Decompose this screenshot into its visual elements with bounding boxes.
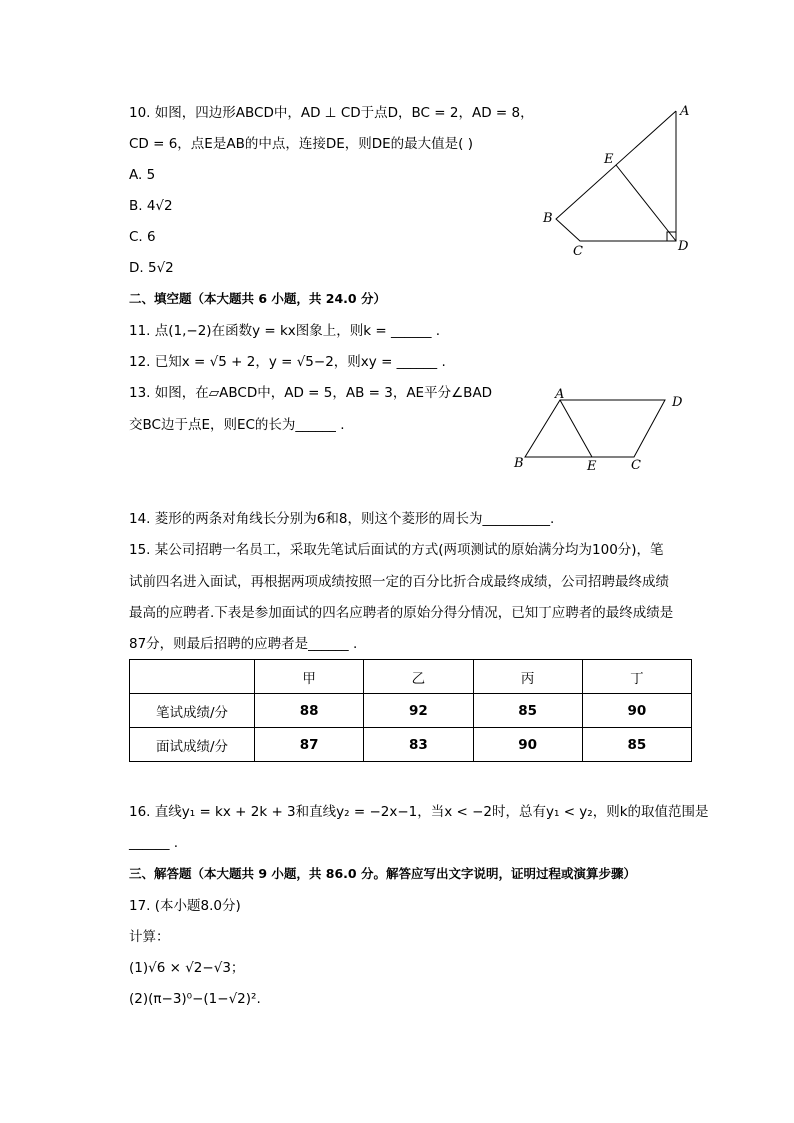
table-header-ding: 丁 <box>582 660 691 694</box>
q15-line3: 最高的应聘者.下表是参加面试的四名应聘者的原始分得分情况，已知丁应聘者的最终成绩是 <box>129 605 674 621</box>
q13-parallelogram <box>525 400 665 457</box>
q10-quadrilateral <box>556 111 676 241</box>
q10-label-e: E <box>604 152 614 167</box>
q17-prompt: 计算： <box>129 929 170 945</box>
q13-label-c: C <box>631 458 641 473</box>
q13-label-e: E <box>587 459 597 474</box>
q10-option-b: B. 4√2 <box>129 198 173 214</box>
q10-label-b: B <box>543 211 553 226</box>
q11-text: 11. 点(1,−2)在函数y = kx图象上，则k = ______ . <box>129 323 441 339</box>
table-cell: 90 <box>473 728 582 762</box>
q15-line1: 15. 某公司招聘一名员工，采取先笔试后面试的方式(两项测试的原始满分均为100分)，笔 <box>129 542 664 558</box>
q15-line2: 试前四名进入面试，再根据两项成绩按照一定的百分比折合成最终成绩，公司招聘最终成绩 <box>129 574 669 590</box>
row-label-written: 笔试成绩/分 <box>130 694 255 728</box>
row-label-interview: 面试成绩/分 <box>130 728 255 762</box>
table-header-bing: 丙 <box>473 660 582 694</box>
q10-label-a: A <box>680 104 690 119</box>
q13-figure <box>505 388 705 478</box>
q17-part1: (1)√6 × √2−√3； <box>129 960 245 976</box>
table-header-yi: 乙 <box>364 660 473 694</box>
q10-figure <box>530 95 710 265</box>
q13-label-a: A <box>555 388 565 402</box>
table-row <box>130 728 692 762</box>
table-header-row <box>130 660 692 694</box>
section2-heading: 二、填空题（本大题共 6 小题，共 24.0 分） <box>129 291 386 306</box>
table-cell: 88 <box>255 694 364 728</box>
q10-line1: 10. 如图，四边形ABCD中，AD ⊥ CD于点D，BC = 2，AD = 8， <box>129 105 534 121</box>
table-cell: 85 <box>473 694 582 728</box>
table-cell: 85 <box>582 728 691 762</box>
q13-label-d: D <box>672 395 683 410</box>
q10-label-c: C <box>573 244 583 259</box>
q10-option-c: C. 6 <box>129 229 156 245</box>
q15-line4: 87分，则最后招聘的应聘者是______ . <box>129 636 358 652</box>
q14-text: 14. 菱形的两条对角线长分别为6和8，则这个菱形的周长为__________. <box>129 511 555 527</box>
table-row <box>130 694 692 728</box>
q10-option-a: A. 5 <box>129 167 156 183</box>
q10-option-d: D. 5√2 <box>129 260 174 276</box>
q10-line2: CD = 6，点E是AB的中点，连接DE，则DE的最大值是( ) <box>129 136 474 152</box>
q13-line1: 13. 如图，在▱ABCD中，AD = 5，AB = 3，AE平分∠BAD <box>129 385 493 401</box>
table-cell: 90 <box>582 694 691 728</box>
section3-heading: 三、解答题（本大题共 9 小题，共 86.0 分。解答应写出文字说明，证明过程或演算步骤） <box>129 866 636 881</box>
q10-segment-de <box>616 165 676 241</box>
q10-label-d: D <box>678 239 689 254</box>
q13-segment-ae <box>560 400 592 457</box>
q13-label-b: B <box>514 456 524 471</box>
q16-line1: 16. 直线y₁ = kx + 2k + 3和直线y₂ = −2x−1，当x < −2时，总有y₁ < y₂，则k的取值范围是 <box>129 804 709 820</box>
q16-line2: ______ . <box>129 835 179 851</box>
q12-text: 12. 已知x = √5 + 2，y = √5−2，则xy = ______ . <box>129 354 446 370</box>
q17-title: 17. (本小题8.0分) <box>129 898 241 914</box>
table-header-jia: 甲 <box>255 660 364 694</box>
table-cell: 83 <box>364 728 473 762</box>
q17-part2: (2)(π−3)⁰−(1−√2)². <box>129 991 261 1007</box>
q13-line2: 交BC边于点E，则EC的长为______ . <box>129 417 345 433</box>
table-cell: 87 <box>255 728 364 762</box>
table-header-corner <box>130 660 255 694</box>
table-cell: 92 <box>364 694 473 728</box>
q15-score-table <box>129 659 692 762</box>
